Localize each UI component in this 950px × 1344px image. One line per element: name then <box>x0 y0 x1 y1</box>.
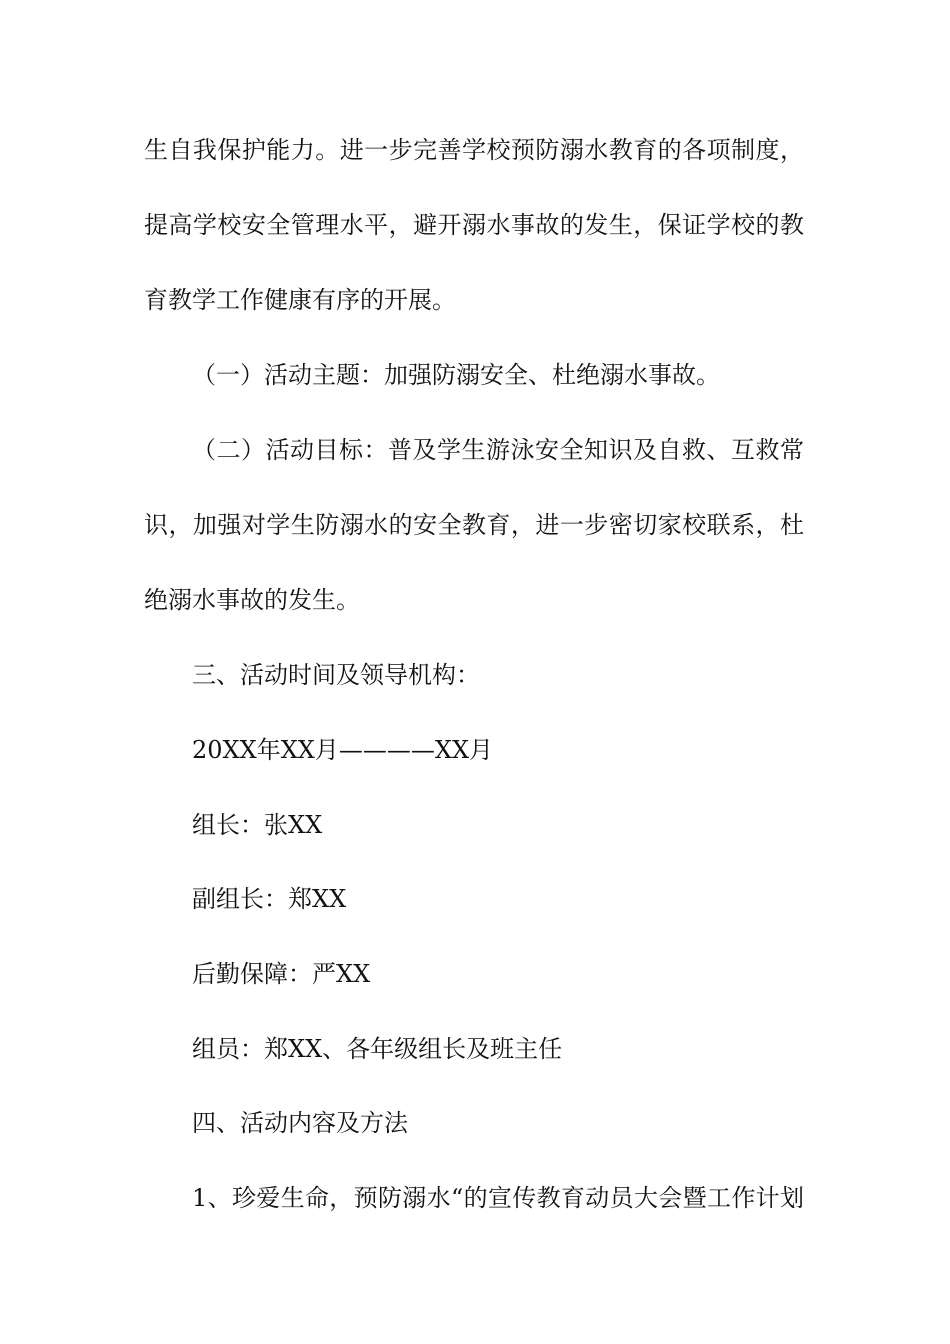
section-heading: 三、活动时间及领导机构： <box>192 661 480 689</box>
activity-theme-line: （一）活动主题：加强防溺安全、杜绝溺水事故。 <box>192 361 720 389</box>
logistics-line: 后勤保障：严XX <box>192 960 371 988</box>
leader-line: 组长：张XX <box>192 811 323 839</box>
deputy-leader-line: 副组长：郑XX <box>192 885 347 913</box>
activity-goal-line: （二）活动目标：普及学生游泳安全知识及自救、互救常 <box>192 436 804 464</box>
section-heading: 四、活动内容及方法 <box>192 1109 408 1137</box>
list-item-line: 1、珍爱生命，预防溺水“的宣传教育动员大会暨工作计划 <box>192 1184 804 1212</box>
paragraph-line: 生自我保护能力。进一步完善学校预防溺水教育的各项制度， <box>144 136 804 164</box>
paragraph-line: 识，加强对学生防溺水的安全教育，进一步密切家校联系，杜 <box>144 511 804 539</box>
paragraph-line: 育教学工作健康有序的开展。 <box>144 286 456 314</box>
date-range-line: 20XX年XX月————XX月 <box>192 736 494 764</box>
paragraph-line: 提高学校安全管理水平，避开溺水事故的发生，保证学校的教 <box>144 211 804 239</box>
members-line: 组员：郑XX、各年级组长及班主任 <box>192 1035 563 1063</box>
paragraph-line: 绝溺水事故的发生。 <box>144 586 360 614</box>
